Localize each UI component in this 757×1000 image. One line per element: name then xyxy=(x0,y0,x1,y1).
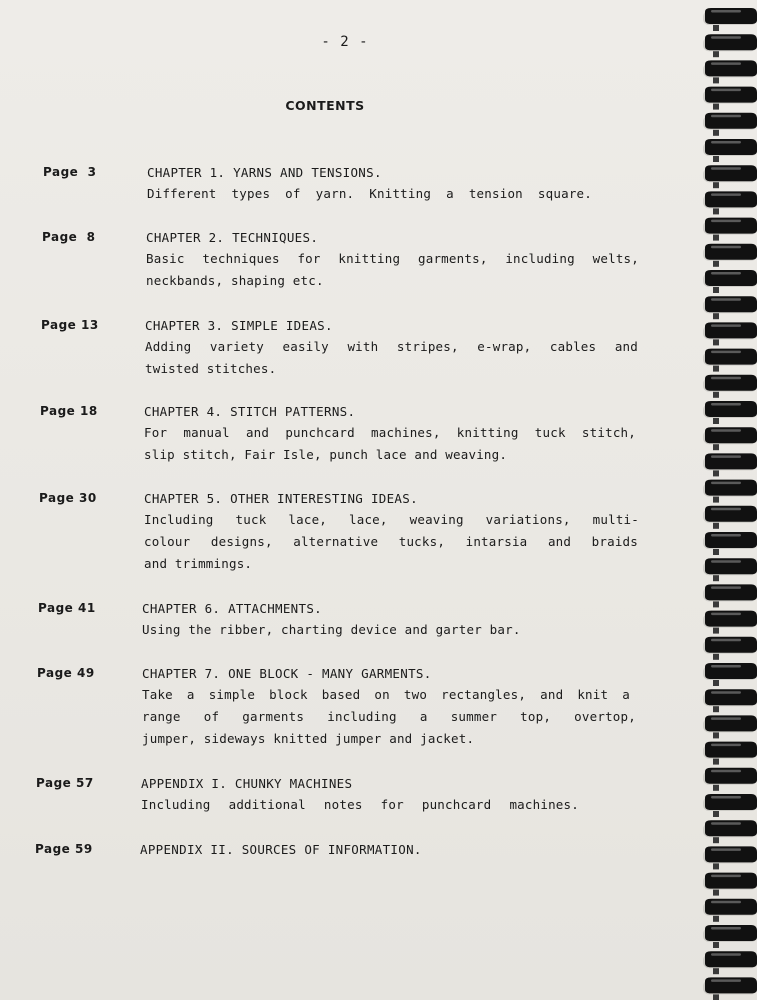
entry-description-line: and trimmings. xyxy=(144,556,253,571)
binding-loop xyxy=(703,715,757,738)
entry-description-line: Adding variety easily with stripes, e-wrap, cables and xyxy=(145,339,638,354)
entry-description-line: range of garments including a summer top, overtop, xyxy=(142,709,636,724)
binding-loop xyxy=(703,453,757,476)
contents-heading: CONTENTS xyxy=(285,98,365,113)
entry-chapter-title: CHAPTER 3. SIMPLE IDEAS. xyxy=(145,318,333,333)
entry-description-line: Using the ribber, charting device and garter bar. xyxy=(142,622,521,637)
entry-description xyxy=(145,336,638,380)
binding-loop xyxy=(703,558,757,581)
binding-loop xyxy=(703,427,757,450)
binding-loop xyxy=(703,322,757,345)
binding-loop xyxy=(703,532,757,555)
binding-loop xyxy=(703,899,757,922)
binding-loop xyxy=(703,34,757,57)
entry-description-line: twisted stitches. xyxy=(145,361,277,376)
entry-description-line: colour designs, alternative tucks, intarsia and braids xyxy=(144,534,638,549)
spiral-binding xyxy=(701,0,757,1000)
entry-description-line: Including tuck lace, lace, weaving variations, multi- xyxy=(144,512,639,527)
binding-loop xyxy=(703,113,757,136)
binding-loop xyxy=(703,244,757,267)
binding-loop xyxy=(703,584,757,607)
binding-loop xyxy=(703,165,757,188)
entry-page-ref: Page 41 xyxy=(38,601,96,615)
binding-loop xyxy=(703,270,757,293)
entry-description xyxy=(144,422,636,466)
entry-description-line: Basic techniques for knitting garments, including welts, xyxy=(146,251,639,266)
binding-loop xyxy=(703,87,757,110)
entry-page-ref: Page 57 xyxy=(36,776,94,790)
binding-loop xyxy=(703,480,757,503)
binding-loop xyxy=(703,8,757,31)
binding-loop xyxy=(703,296,757,319)
entry-description-line: slip stitch, Fair Isle, punch lace and weaving. xyxy=(144,447,508,462)
binding-loop xyxy=(703,742,757,765)
binding-loop xyxy=(703,925,757,948)
entry-description-line: neckbands, shaping etc. xyxy=(146,273,324,288)
entry-description-line: Including additional notes for punchcard machines. xyxy=(141,797,579,812)
entry-description-line: For manual and punchcard machines, knitting tuck stitch, xyxy=(144,425,636,440)
entry-page-ref: Page 3 xyxy=(43,165,97,179)
entry-description xyxy=(141,794,579,816)
entry-chapter-title: CHAPTER 6. ATTACHMENTS. xyxy=(142,601,322,616)
entry-description xyxy=(142,619,521,641)
entry-page-ref: Page 49 xyxy=(37,666,95,680)
binding-loop xyxy=(703,663,757,686)
entry-chapter-title: CHAPTER 7. ONE BLOCK - MANY GARMENTS. xyxy=(142,666,432,681)
entry-chapter-title: APPENDIX I. CHUNKY MACHINES xyxy=(141,776,353,791)
binding-loop xyxy=(703,768,757,791)
entry-description-line: Different types of yarn. Knitting a tension square. xyxy=(147,186,592,201)
binding-loop xyxy=(703,191,757,214)
binding-loop xyxy=(703,951,757,974)
entry-description xyxy=(146,248,639,292)
entry-description xyxy=(144,509,639,575)
entry-page-ref: Page 18 xyxy=(40,404,98,418)
entry-description xyxy=(142,684,636,750)
entry-page-ref: Page 59 xyxy=(35,842,93,856)
binding-loop xyxy=(703,977,757,1000)
binding-loop xyxy=(703,506,757,529)
entry-description-line: jumper, sideways knitted jumper and jacket. xyxy=(142,731,475,746)
binding-loop xyxy=(703,139,757,162)
entry-page-ref: Page 8 xyxy=(42,230,96,244)
entry-page-ref: Page 30 xyxy=(39,491,97,505)
binding-loop xyxy=(703,218,757,241)
entry-chapter-title: APPENDIX II. SOURCES OF INFORMATION. xyxy=(140,842,422,857)
page-number: - 2 - xyxy=(321,34,369,50)
entry-chapter-title: CHAPTER 1. YARNS AND TENSIONS. xyxy=(147,165,382,180)
binding-loop xyxy=(703,873,757,896)
entry-page-ref: Page 13 xyxy=(41,318,99,332)
binding-loop xyxy=(703,611,757,634)
entry-description-line: Take a simple block based on two rectangles, and knit a xyxy=(142,687,630,702)
entry-chapter-title: CHAPTER 4. STITCH PATTERNS. xyxy=(144,404,356,419)
binding-loop xyxy=(703,60,757,83)
entry-chapter-title: CHAPTER 2. TECHNIQUES. xyxy=(146,230,319,245)
binding-loop xyxy=(703,375,757,398)
binding-loop xyxy=(703,820,757,843)
binding-loop xyxy=(703,689,757,712)
entry-chapter-title: CHAPTER 5. OTHER INTERESTING IDEAS. xyxy=(144,491,418,506)
binding-loop xyxy=(703,401,757,424)
binding-loop xyxy=(703,794,757,817)
binding-loop xyxy=(703,846,757,869)
binding-loop xyxy=(703,349,757,372)
entry-description xyxy=(147,183,592,205)
binding-loop xyxy=(703,637,757,660)
